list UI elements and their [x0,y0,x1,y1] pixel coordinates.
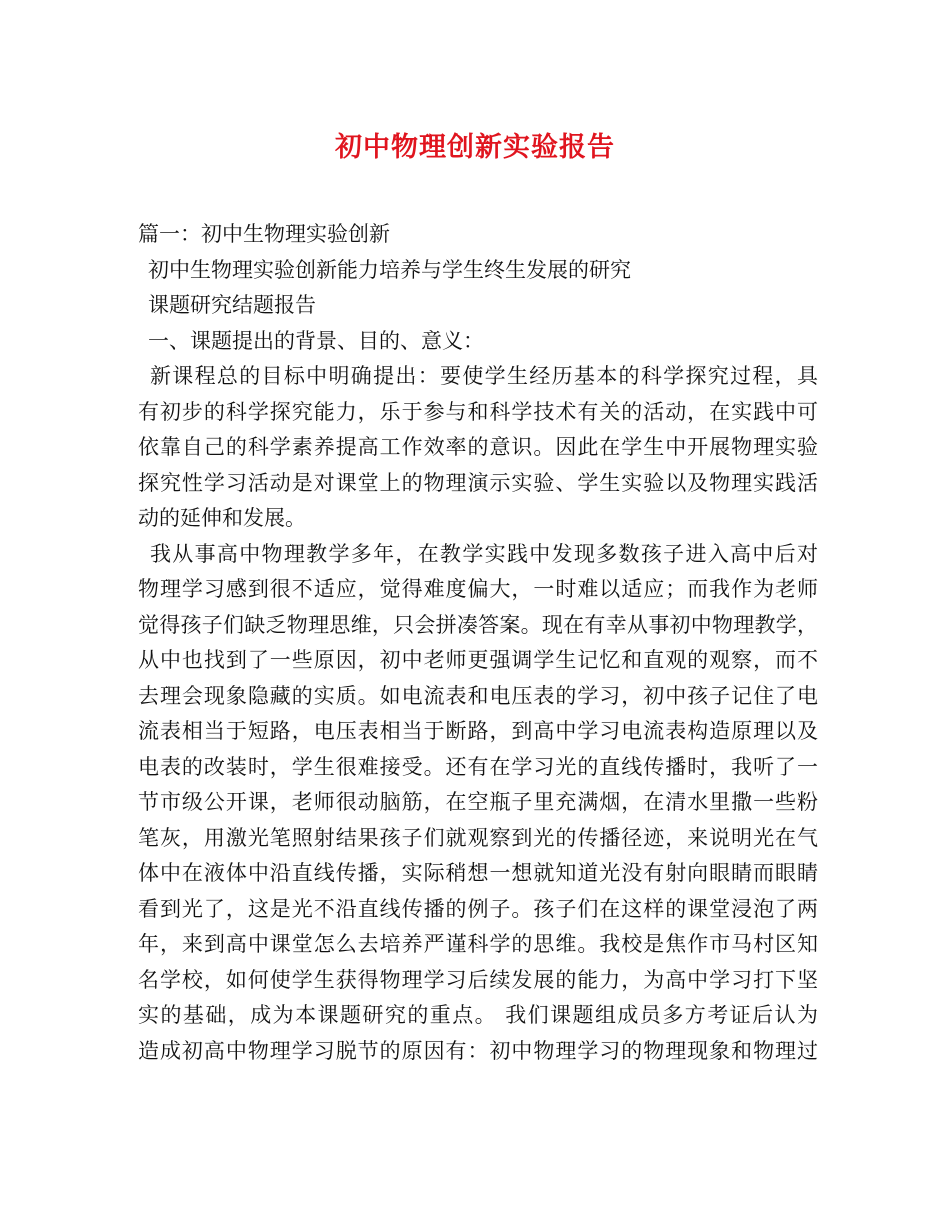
subsection-heading: 一、课题提出的背景、目的、意义： [148,328,484,353]
paragraph-line: 体中在液体中沿直线传播，实际稍想一想就知道光没有射向眼睛而眼睛 [138,861,818,885]
paragraph-line: 物理学习感到很不适应，觉得难度偏大，一时难以适应；而我作为老师 [138,577,818,601]
paragraph-line: 有初步的科学探究能力，乐于参与和科学技术有关的活动，在实践中可 [138,399,818,424]
paragraph-line: 探究性学习活动是对课堂上的物理演示实验、学生实验以及物理实践活 [138,470,818,495]
document-body [138,217,818,1069]
paragraph-line: 看到光了，这是光不沿直线传播的例子。孩子们在这样的课堂浸泡了两 [138,896,818,921]
paragraph-line: 我从事高中物理教学多年，在教学实践中发现多数孩子进入高中后对 [150,541,818,566]
report-type: 课题研究结题报告 [148,293,316,317]
paragraph-line: 去理会现象隐藏的实质。如电流表和电压表的学习，初中孩子记住了电 [138,683,818,708]
document-title: 初中物理创新实验报告 [335,132,615,163]
report-subtitle: 初中生物理实验创新能力培养与学生终生发展的研究 [148,257,631,282]
paragraph-line: 名学校，如何使学生获得物理学习后续发展的能力，为高中学习打下坚 [138,967,818,992]
section-heading: 篇一：初中生物理实验创新 [138,222,390,246]
paragraph-line: 造成初高中物理学习脱节的原因有：初中物理学习的物理现象和物理过 [138,1038,818,1063]
paragraph-line: 动的延伸和发展。 [138,506,306,530]
paragraph-line: 流表相当于短路，电压表相当于断路，到高中学习电流表构造原理以及 [138,719,818,743]
paragraph-line: 节市级公开课，老师很动脑筋，在空瓶子里充满烟，在清水里撒一些粉 [138,790,818,814]
paragraph-line: 笔灰，用激光笔照射结果孩子们就观察到光的传播径迹，来说明光在气 [138,825,818,850]
paragraph-line: 电表的改装时，学生很难接受。还有在学习光的直线传播时，我听了一 [138,754,818,779]
paragraph-line: 依靠自己的科学素养提高工作效率的意识。因此在学生中开展物理实验 [138,435,818,459]
paragraph-line: 新课程总的目标中明确提出：要使学生经历基本的科学探究过程，具 [150,364,818,388]
paragraph-line: 年，来到高中课堂怎么去培养严谨科学的思维。我校是焦作市马村区知 [138,932,818,956]
paragraph-line: 实的基础，成为本课题研究的重点。 我们课题组成员多方考证后认为 [138,1003,818,1027]
paragraph-line: 觉得孩子们缺乏物理思维，只会拼凑答案。现在有幸从事初中物理教学， [138,612,818,637]
paragraph-line: 从中也找到了一些原因，初中老师更强调学生记忆和直观的观察，而不 [138,648,818,672]
